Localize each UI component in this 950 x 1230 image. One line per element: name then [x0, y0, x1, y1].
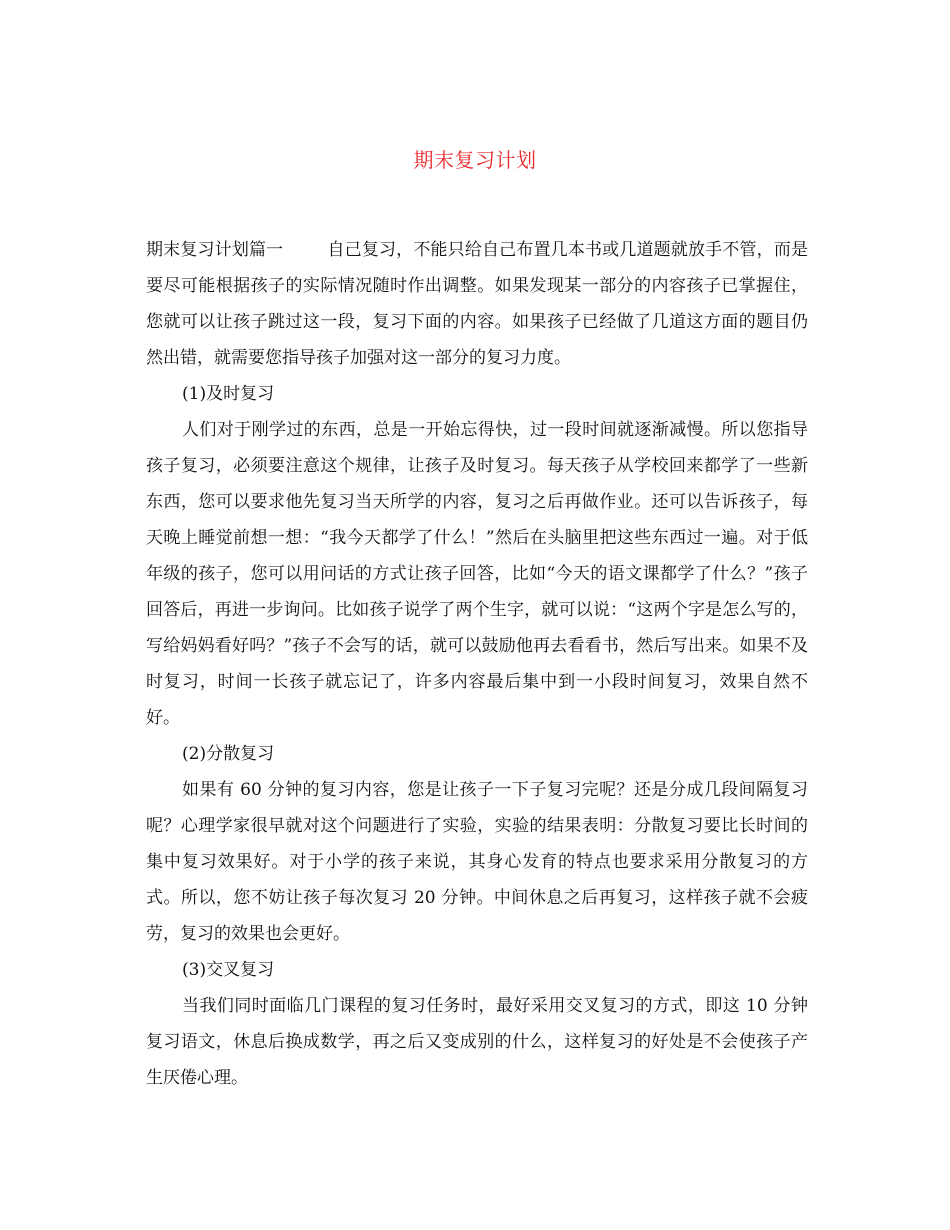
intro-heading: 期末复习计划篇一 [146, 240, 284, 260]
document-title: 期末复习计划 [413, 148, 537, 172]
document-body [146, 232, 808, 1096]
section-heading-3: (3)交叉复习 [182, 960, 275, 980]
section-heading-2: (2)分散复习 [182, 744, 275, 764]
section-heading-1: (1)及时复习 [182, 384, 275, 404]
section-text-2: 如果有 60 分钟的复习内容，您是让孩子一下子复习完呢？还是分成几段间隔复习呢？心理学家很早就对这个问题进行了实验，实验的结果表明：分散复习要比长时间的集中复习效果好。对于小学的孩子来说，其身心发育的特点也要求采用分散复习的方式。所以，您不妨让孩子每次复习 20 分钟。中间休息之后再复习，这样孩子就不会疲劳，复习的效果也会更好。 [146, 780, 808, 944]
section-text-1: 人们对于刚学过的东西，总是一开始忘得快，过一段时间就逐渐减慢。所以您指导孩子复习，必须要注意这个规律，让孩子及时复习。每天孩子从学校回来都学了一些新东西，您可以要求他先复习当天所学的内容，复习之后再做作业。还可以告诉孩子，每天晚上睡觉前想一想：“我今天都学了什么！”然后在头脑里把这些东西过一遍。对于低年级的孩子，您可以用问话的方式让孩子回答，比如“今天的语文课都学了什么？”孩子回答后，再进一步询问。比如孩子说学了两个生字，就可以说：“这两个字是怎么写的，写给妈妈看好吗？”孩子不会写的话，就可以鼓励他再去看看书，然后写出来。如果不及时复习，时间一长孩子就忘记了，许多内容最后集中到一小段时间复习，效果自然不好。 [146, 420, 808, 728]
intro-paragraph [146, 232, 808, 376]
section-text-3: 当我们同时面临几门课程的复习任务时，最好采用交叉复习的方式，即这 10 分钟复习语文，休息后换成数学，再之后又变成别的什么，这样复习的好处是不会使孩子产生厌倦心理。 [146, 996, 808, 1088]
intro-text: 自己复习，不能只给自己布置几本书或几道题就放手不管，而是要尽可能根据孩子的实际情况随时作出调整。如果发现某一部分的内容孩子已掌握住，您就可以让孩子跳过这一段，复习下面的内容。如果孩子已经做了几道这方面的题目仍然出错，就需要您指导孩子加强对这一部分的复习力度。 [146, 240, 809, 368]
